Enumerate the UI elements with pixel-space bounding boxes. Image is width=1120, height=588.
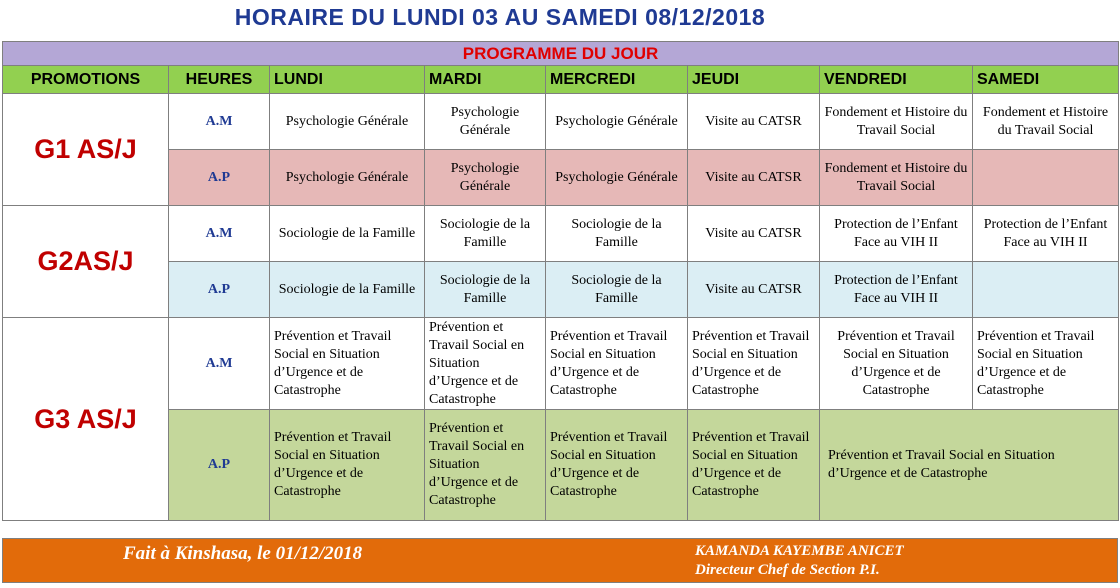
course-cell: Protection de l’Enfant Face au VIH II (820, 262, 973, 318)
signature-block (695, 542, 904, 580)
heure-am: A.M (169, 318, 270, 410)
course-cell (973, 262, 1119, 318)
course-cell: Psychologie Générale (546, 94, 688, 150)
course-cell: Fondement et Histoire du Travail Social (820, 150, 973, 206)
header-promotions: PROMOTIONS (3, 66, 169, 94)
course-cell: Prévention et Travail Social en Situation d’Urgence et de Catastrophe (546, 318, 688, 410)
course-cell: Sociologie de la Famille (546, 262, 688, 318)
course-cell: Prévention et Travail Social en Situation d’Urgence et de Catastrophe (270, 410, 425, 521)
course-cell: Prévention et Travail Social en Situation d’Urgence et de Catastrophe (973, 318, 1119, 410)
header-vendredi: VENDREDI (820, 66, 973, 94)
promotion-g1: G1 AS/J (3, 94, 169, 206)
promotion-g2: G2AS/J (3, 206, 169, 318)
course-cell: Prévention et Travail Social en Situation d’Urgence et de Catastrophe (820, 410, 1119, 521)
course-cell: Prévention et Travail Social en Situation d’Urgence et de Catastrophe (425, 318, 546, 410)
course-cell: Sociologie de la Famille (546, 206, 688, 262)
page-title: HORAIRE DU LUNDI 03 AU SAMEDI 08/12/2018 (234, 4, 766, 30)
course-cell: Psychologie Générale (270, 94, 425, 150)
header-heures: HEURES (169, 66, 270, 94)
table-row (3, 94, 1119, 150)
header-row (3, 66, 1119, 94)
header-mardi: MARDI (425, 66, 546, 94)
course-cell: Prévention et Travail Social en Situation d’Urgence et de Catastrophe (688, 410, 820, 521)
course-cell: Sociologie de la Famille (270, 262, 425, 318)
promotion-g3: G3 AS/J (3, 318, 169, 521)
course-cell: Sociologie de la Famille (270, 206, 425, 262)
course-cell: Visite au CATSR (688, 150, 820, 206)
table-row (3, 150, 1119, 206)
course-cell: Prévention et Travail Social en Situation d’Urgence et de Catastrophe (270, 318, 425, 410)
table-row (3, 206, 1119, 262)
course-cell: Sociologie de la Famille (425, 262, 546, 318)
schedule-table (2, 41, 1119, 521)
course-cell (973, 150, 1119, 206)
header-jeudi: JEUDI (688, 66, 820, 94)
course-cell: Fondement et Histoire du Travail Social (973, 94, 1119, 150)
course-cell: Protection de l’Enfant Face au VIH II (820, 206, 973, 262)
table-row (3, 410, 1119, 521)
course-cell: Protection de l’Enfant Face au VIH II (973, 206, 1119, 262)
course-cell: Psychologie Générale (425, 150, 546, 206)
header-mercredi: MERCREDI (546, 66, 688, 94)
course-cell: Visite au CATSR (688, 206, 820, 262)
header-lundi: LUNDI (270, 66, 425, 94)
signatory-name: KAMANDA KAYEMBE ANICET (695, 543, 904, 559)
course-cell: Psychologie Générale (270, 150, 425, 206)
place-date: Fait à Kinshasa, le 01/12/2018 (123, 543, 363, 564)
table-row (3, 318, 1119, 410)
heure-am: A.M (169, 206, 270, 262)
course-cell: Prévention et Travail Social en Situation d’Urgence et de Catastrophe (688, 318, 820, 410)
signatory-role: Directeur Chef de Section P.I. (695, 562, 880, 578)
signature-footer (2, 538, 1118, 583)
course-cell: Fondement et Histoire du Travail Social (820, 94, 973, 150)
course-cell: Prévention et Travail Social en Situation d’Urgence et de Catastrophe (425, 410, 546, 521)
table-row (3, 262, 1119, 318)
course-cell: Psychologie Générale (425, 94, 546, 150)
course-cell: Visite au CATSR (688, 262, 820, 318)
course-cell: Prévention et Travail Social en Situation d’Urgence et de Catastrophe (546, 410, 688, 521)
course-cell: Prévention et Travail Social en Situation d’Urgence et de Catastrophe (820, 318, 973, 410)
heure-ap: A.P (169, 150, 270, 206)
heure-am: A.M (169, 94, 270, 150)
heure-ap: A.P (169, 262, 270, 318)
programme-banner: PROGRAMME DU JOUR (3, 42, 1119, 66)
course-cell: Psychologie Générale (546, 150, 688, 206)
header-samedi: SAMEDI (973, 66, 1119, 94)
heure-ap: A.P (169, 410, 270, 521)
course-cell: Sociologie de la Famille (425, 206, 546, 262)
course-cell: Visite au CATSR (688, 94, 820, 150)
